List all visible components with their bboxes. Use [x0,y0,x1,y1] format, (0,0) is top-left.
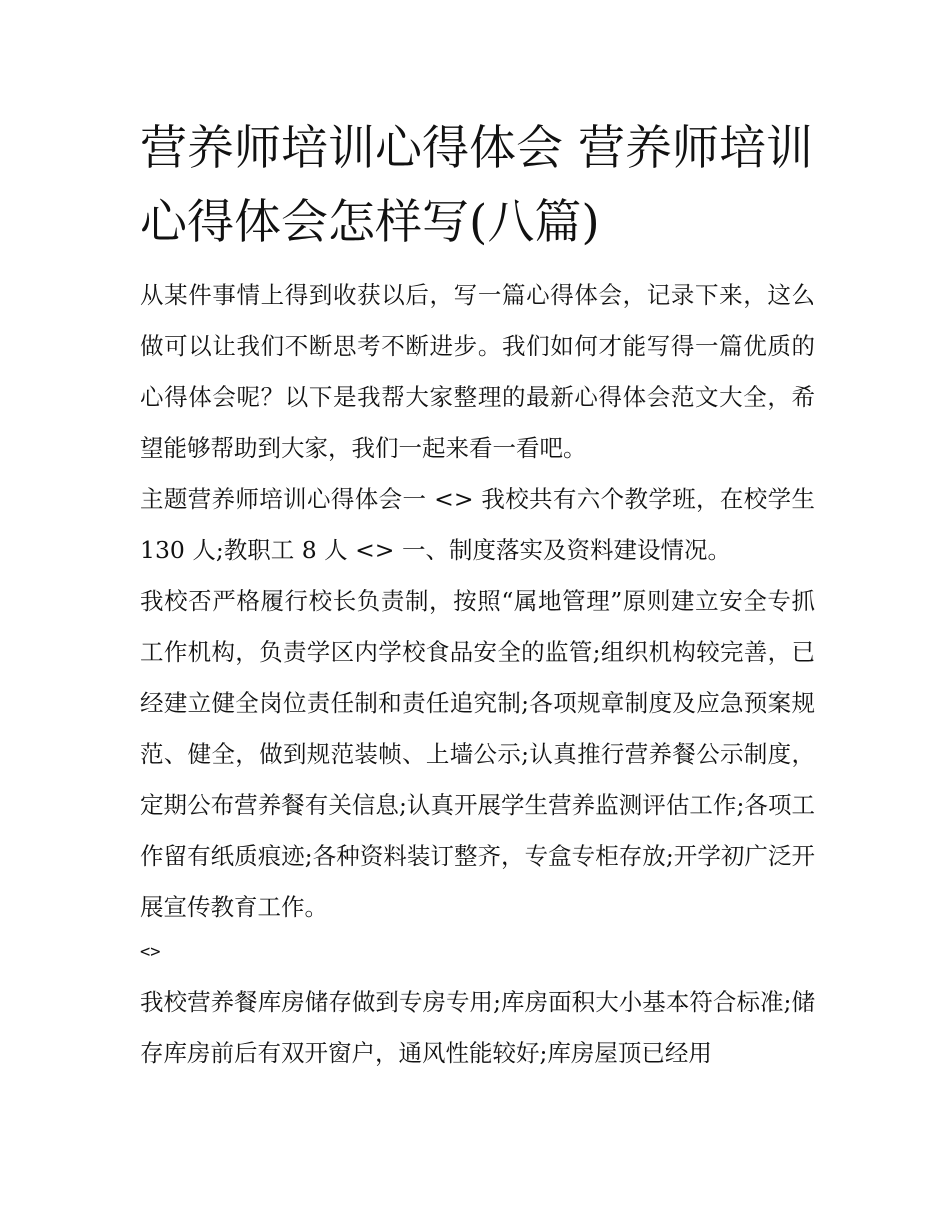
paragraph-topic: 主题营养师培训心得体会一 <> 我校共有六个教学班，在校学生 130 人;教职工 8 人 <> 一、制度落实及资料建设情况。 [140,485,815,564]
document-page [140,112,815,1079]
paragraph-system: 我校否严格履行校长负责制，按照“属地管理”原则建立安全专抓工作机构，负责学区内学校食品安全的监管;组织机构较完善，已经建立健全岗位责任制和责任追究制;各项规章制度及应急预案规范、健全，做到规范装帧、上墙公示;认真推行营养餐公示制度，定期公布营养餐有关信息;认真开展学生营养监测评估工作;各项工作留有纸质痕迹;各种资料装订整齐，专盒专柜存放;开学初广泛开展宣传教育工作。 [140,587,815,921]
section-marker: <> [140,942,161,962]
paragraph-storage: 我校营养餐库房储存做到专房专用;库房面积大小基本符合标准;储存库房前后有双开窗户，通风性能较好;库房屋顶已经用 [140,988,815,1067]
document-title: 营养师培训心得体会 营养师培训心得体会怎样写(八篇) [140,121,813,250]
paragraph-intro: 从某件事情上得到收获以后，写一篇心得体会，记录下来，这么做可以让我们不断思考不断进步。我们如何才能写得一篇优质的心得体会呢？以下是我帮大家整理的最新心得体会范文大全，希望能够帮助到大家，我们一起来看一看吧。 [140,281,815,462]
